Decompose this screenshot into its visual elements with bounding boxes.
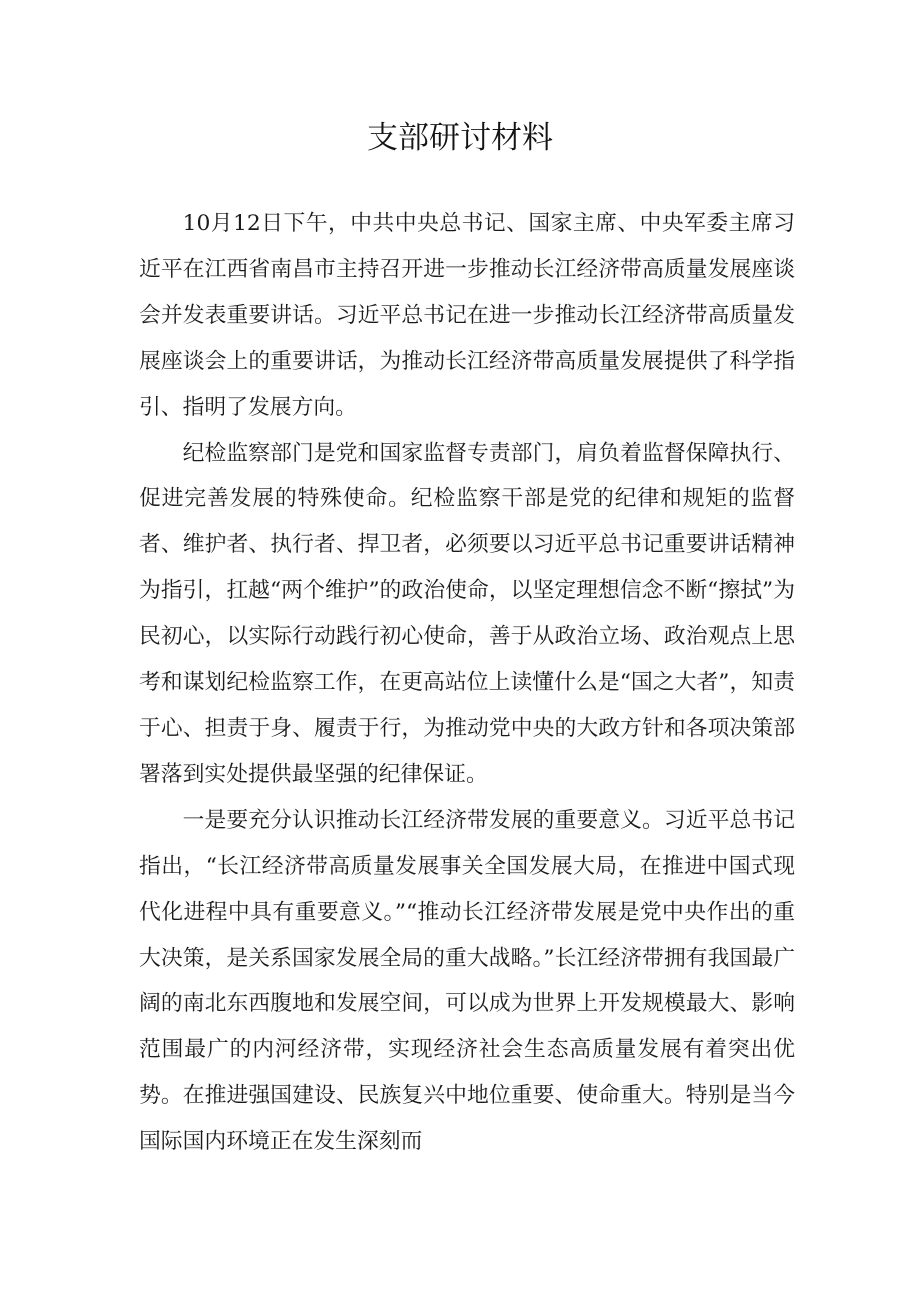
document-body [139, 201, 795, 1165]
paragraph-1: 10月12日下午，中共中央总书记、国家主席、中央军委主席习近平在江西省南昌市主持召开进一步推动长江经济带高质量发展座谈会并发表重要讲话。习近平总书记在进一步推动长江经济带高质量发展座谈会上的重要讲话，为推动长江经济带高质量发展提供了科学指引、指明了发展方向。 [139, 211, 795, 420]
paragraph-2: 纪检监察部门是党和国家监督专责部门，肩负着监督保障执行、促进完善发展的特殊使命。纪检监察干部是党的纪律和规矩的监督者、维护者、执行者、捍卫者，必须要以习近平总书记重要讲话精神为指引，扛越“两个维护”的政治使命，以坚定理想信念不断“擦拭”为民初心，以实际行动践行初心使命，善于从政治立场、政治观点上思考和谋划纪检监察工作，在更高站位上读懂什么是“国之大者”，知责于心、担责于身、履责于行，为推动党中央的大政方针和各项决策部署落到实处提供最坚强的纪律保证。 [139, 440, 795, 787]
paragraph-3: 一是要充分认识推动长江经济带发展的重要意义。习近平总书记指出，“长江经济带高质量发展事关全国发展大局，在推进中国式现代化进程中具有重要意义。”“推动长江经济带发展是党中央作出的重大决策，是关系国家发展全局的重大战略。”长江经济带拥有我国最广阔的南北东西腹地和发展空间，可以成为世界上开发规模最大、影响范围最广的内河经济带，实现经济社会生态高质量发展有着突出优势。在推进强国建设、民族复兴中地位重要、使命重大。特别是当今国际国内环境正在发生深刻而 [139, 807, 795, 1155]
document-title: 支部研讨材料 [367, 120, 553, 156]
